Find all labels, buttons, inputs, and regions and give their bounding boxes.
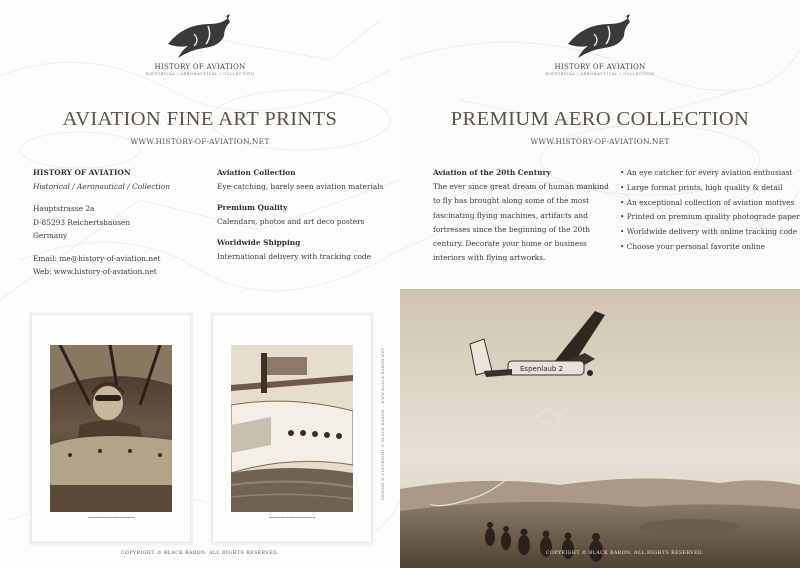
intro-line: century. Decorate your home or business — [433, 239, 587, 249]
eagle-icon — [164, 14, 236, 62]
framed-print-pilot[interactable] — [31, 314, 191, 543]
contact-country: Germany — [33, 231, 68, 240]
print-caption: ▬▬▬▬▬▬▬▬▬▬▬▬▬▬▬▬▬▬▬ — [87, 516, 135, 519]
list-item: • Worldwide delivery with online tracking code — [620, 227, 798, 237]
flying-boat-photo — [231, 345, 353, 512]
page-url[interactable]: WWW.HISTORY-OF-AVIATION.NET — [530, 137, 670, 146]
contact-web[interactable]: Web: www.history-of-aviation.net — [33, 267, 157, 276]
intro-line: fascinating flying machines, artifacts and — [433, 210, 588, 220]
list-item: • An eye catcher for every aviation enthusiast — [620, 168, 793, 177]
feature-text: Calendars, photos and art deco posters — [217, 216, 365, 226]
brand-logo — [545, 14, 655, 76]
feature-label: Worldwide Shipping — [217, 238, 301, 247]
brand-tagline: HISTORICAL / AERONAUTICAL / COLLECTION — [145, 72, 255, 76]
print-caption: ▬▬▬▬▬▬▬▬▬▬▬▬▬▬▬▬▬▬▬ — [268, 516, 316, 519]
feature-text: Eye-catching, barely seen aviation materials — [217, 181, 384, 191]
contact-city: D-85293 Reichertshausen — [33, 217, 131, 227]
brand-tagline: HISTORICAL / AERONAUTICAL / COLLECTION — [545, 72, 655, 76]
pilot-photo — [50, 345, 172, 512]
contact-subheading: Historical / Aeronautical / Collection — [33, 181, 170, 191]
intro-line: to fly has brought along some of the most — [433, 196, 590, 206]
list-item: • Choose your personal favorite online — [620, 241, 765, 251]
right-page — [400, 0, 800, 568]
pilot-illustration — [50, 345, 172, 512]
contact-heading: HISTORY OF AVIATION — [33, 168, 131, 177]
list-item: • Printed on premium quality photograde paper — [620, 212, 800, 222]
page-title: AVIATION FINE ART PRINTS — [62, 108, 338, 130]
intro-heading: Aviation of the 20th Century — [433, 168, 551, 177]
contact-street: Hauptstrasse 2a — [33, 204, 95, 213]
contact-column — [33, 166, 208, 279]
features-column — [217, 166, 397, 263]
glider-photo — [400, 289, 800, 568]
eagle-icon — [564, 14, 636, 62]
intro-line: The ever since great dream of human mankind — [433, 182, 609, 192]
benefit-list — [620, 166, 800, 255]
glider-label: Espenlaub 2 — [520, 365, 564, 373]
brand-name: HISTORY OF AVIATION — [554, 63, 646, 71]
framed-print-flying-boat[interactable] — [212, 314, 372, 543]
intro-line: fortresses since the beginning of the 20th — [433, 224, 590, 234]
flying-boat-illustration — [231, 345, 353, 512]
page-url[interactable]: WWW.HISTORY-OF-AVIATION.NET — [130, 137, 270, 146]
intro-line: interiors with flying artworks. — [433, 253, 546, 263]
glider-illustration — [400, 289, 800, 568]
vertical-design-note: DESIGN & COPYRIGHT © BLACK BARON – WWW.BLACK-BARON.NET — [381, 347, 385, 500]
right-copyright: COPYRIGHT © BLACK BARON. ALL RIGHTS RESERVED. — [546, 551, 704, 556]
feature-label: Aviation Collection — [217, 168, 296, 177]
brand-logo — [145, 14, 255, 76]
left-copyright: COPYRIGHT © BLACK BARON. ALL RIGHTS RESERVED. — [121, 551, 279, 556]
list-item: • Large format prints, high quality & detail — [620, 182, 783, 192]
brand-name: HISTORY OF AVIATION — [154, 63, 246, 71]
feature-label: Premium Quality — [217, 203, 288, 212]
contact-email[interactable]: Email: me@history-of-aviation.net — [33, 253, 161, 263]
intro-column — [433, 166, 613, 265]
page-title: PREMIUM AERO COLLECTION — [450, 108, 750, 130]
list-item: • An exceptional collection of aviation motives — [620, 197, 795, 207]
feature-text: International delivery with tracking code — [217, 251, 372, 261]
